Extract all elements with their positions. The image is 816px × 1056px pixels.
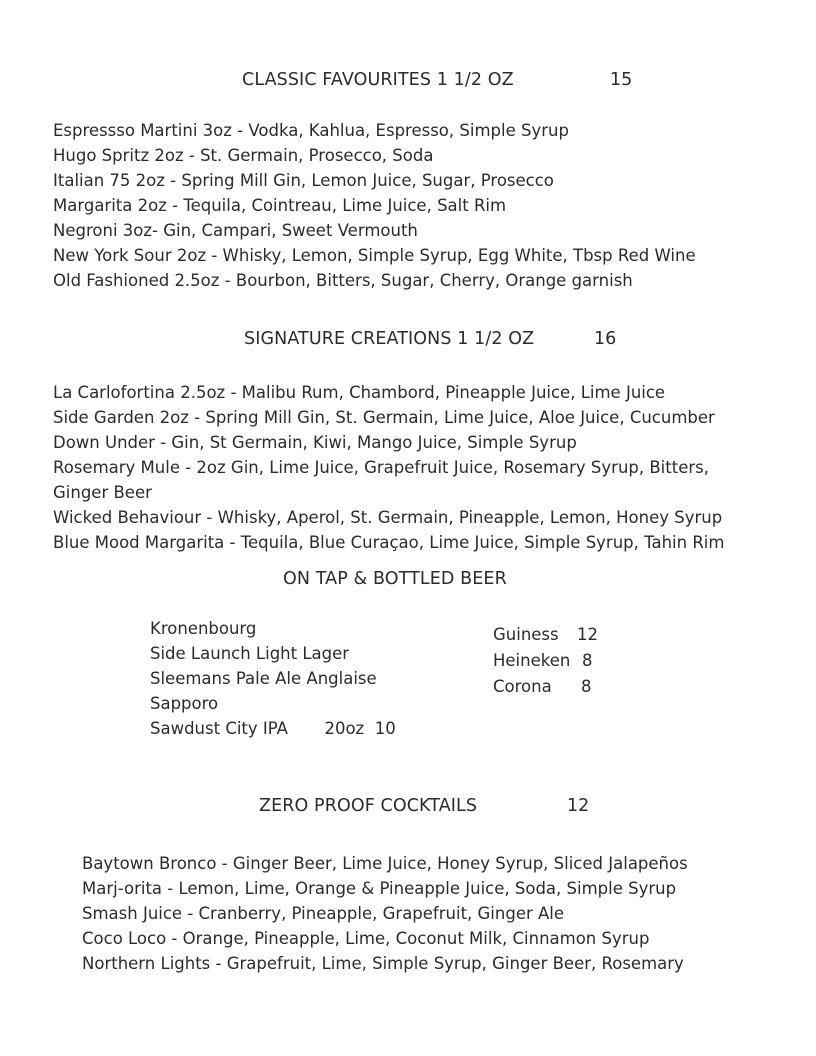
tap-beer-name: Sawdust City IPA bbox=[150, 719, 288, 738]
classics-item: Margarita 2oz - Tequila, Cointreau, Lime Juice, Salt Rim bbox=[53, 196, 507, 215]
beer-heading: ON TAP & BOTTLED BEER bbox=[283, 569, 507, 589]
zero-proof-item: Northern Lights - Grapefruit, Lime, Simple Syrup, Ginger Beer, Rosemary bbox=[82, 954, 684, 973]
classics-item: Negroni 3oz- Gin, Campari, Sweet Vermouth bbox=[53, 221, 418, 240]
signature-heading: SIGNATURE CREATIONS 1 1/2 OZ bbox=[244, 329, 535, 349]
zero-proof-heading: ZERO PROOF COCKTAILS bbox=[259, 796, 478, 816]
bottled-beer-list bbox=[493, 622, 598, 700]
tap-beer-item: Side Launch Light Lager bbox=[150, 644, 350, 663]
bottled-beer-item bbox=[493, 622, 598, 648]
zero-proof-item: Coco Loco - Orange, Pineapple, Lime, Coconut Milk, Cinnamon Syrup bbox=[82, 929, 650, 948]
bottled-beer-item bbox=[493, 648, 598, 674]
tap-beer-item: Sapporo bbox=[150, 694, 219, 713]
bottled-beer-price: 8 bbox=[582, 651, 593, 670]
tap-beer-list bbox=[150, 616, 396, 741]
bottled-beer-name: Corona bbox=[493, 677, 552, 696]
signature-list bbox=[53, 380, 724, 555]
signature-item: Side Garden 2oz - Spring Mill Gin, St. Germain, Lime Juice, Aloe Juice, Cucumber bbox=[53, 408, 715, 427]
classics-item: New York Sour 2oz - Whisky, Lemon, Simple Syrup, Egg White, Tbsp Red Wine bbox=[53, 246, 696, 265]
bottled-beer-price: 12 bbox=[577, 625, 598, 644]
classics-price: 15 bbox=[610, 70, 633, 90]
classics-item: Italian 75 2oz - Spring Mill Gin, Lemon Juice, Sugar, Prosecco bbox=[53, 171, 554, 190]
signature-item: Down Under - Gin, St Germain, Kiwi, Mango Juice, Simple Syrup bbox=[53, 433, 577, 452]
tap-beer-size-price: 20oz 10 bbox=[324, 719, 396, 738]
bottled-beer-name: Heineken bbox=[493, 651, 571, 670]
bottled-beer-item bbox=[493, 674, 598, 700]
zero-proof-item: Smash Juice - Cranberry, Pineapple, Grapefruit, Ginger Ale bbox=[82, 904, 565, 923]
bottled-beer-price: 8 bbox=[581, 677, 592, 696]
tap-beer-item bbox=[150, 716, 396, 741]
classics-list bbox=[53, 118, 696, 293]
signature-item: Ginger Beer bbox=[53, 483, 152, 502]
zero-proof-item: Marj-orita - Lemon, Lime, Orange & Pineapple Juice, Soda, Simple Syrup bbox=[82, 879, 677, 898]
bottled-beer-name: Guiness bbox=[493, 625, 559, 644]
classics-heading: CLASSIC FAVOURITES 1 1/2 OZ bbox=[242, 70, 514, 90]
signature-price: 16 bbox=[594, 329, 617, 349]
classics-item: Old Fashioned 2.5oz - Bourbon, Bitters, Sugar, Cherry, Orange garnish bbox=[53, 271, 633, 290]
zero-proof-list bbox=[82, 851, 688, 976]
classics-item: Espressso Martini 3oz - Vodka, Kahlua, Espresso, Simple Syrup bbox=[53, 121, 569, 140]
signature-item: Wicked Behaviour - Whisky, Aperol, St. Germain, Pineapple, Lemon, Honey Syrup bbox=[53, 508, 723, 527]
signature-item: La Carlofortina 2.5oz - Malibu Rum, Chambord, Pineapple Juice, Lime Juice bbox=[53, 383, 666, 402]
zero-proof-price: 12 bbox=[567, 796, 590, 816]
signature-item: Blue Mood Margarita - Tequila, Blue Curaçao, Lime Juice, Simple Syrup, Tahin Rim bbox=[53, 533, 725, 552]
signature-item: Rosemary Mule - 2oz Gin, Lime Juice, Grapefruit Juice, Rosemary Syrup, Bitters, bbox=[53, 458, 709, 477]
zero-proof-item: Baytown Bronco - Ginger Beer, Lime Juice, Honey Syrup, Sliced Jalapeños bbox=[82, 854, 688, 873]
tap-beer-item: Kronenbourg bbox=[150, 619, 257, 638]
tap-beer-item: Sleemans Pale Ale Anglaise bbox=[150, 669, 377, 688]
classics-item: Hugo Spritz 2oz - St. Germain, Prosecco, Soda bbox=[53, 146, 434, 165]
